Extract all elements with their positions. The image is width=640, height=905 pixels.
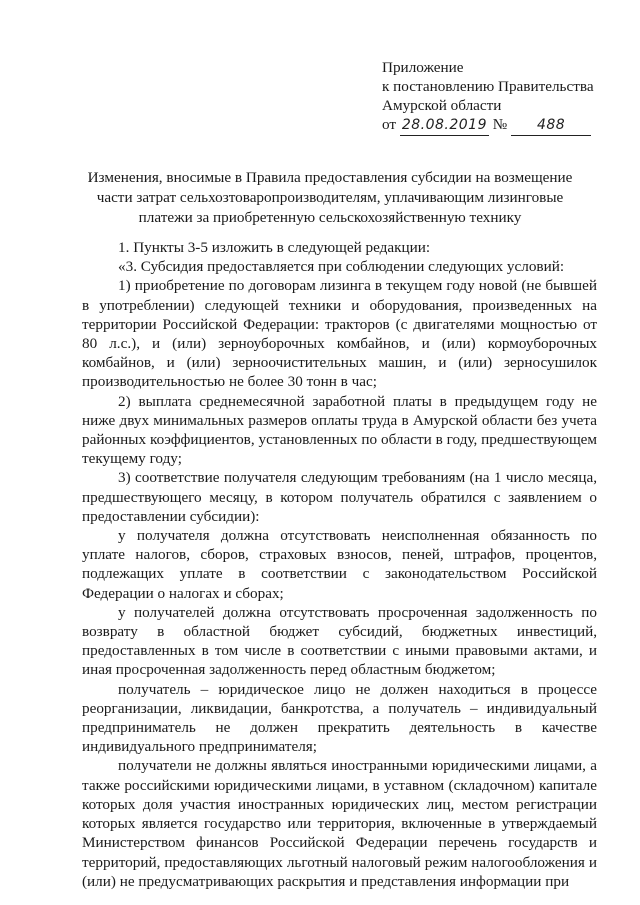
document-title bbox=[60, 168, 600, 228]
paragraph-4: 2) выплата среднемесячной заработной платы в предыдущем году не ниже двух минимальных размеров оплаты труда в Амурской области без учета районных коэффициентов, установленных по области в году, предшествующем текущему году; bbox=[82, 392, 597, 468]
from-label: от bbox=[382, 116, 397, 133]
paragraph-7: у получателей должна отсутствовать просроченная задолженность по возврату в областной бюджет субсидий, бюджетных инвестиций, предоставленных в том числе в соответствии с иными правовыми актами, и иная просроченная задолженность перед областным бюджетом; bbox=[82, 603, 597, 679]
handwritten-number bbox=[511, 115, 591, 136]
number-label: № bbox=[492, 116, 508, 133]
paragraph-6: у получателя должна отсутствовать неисполненная обязанность по уплате налогов, сборов, страховых взносов, пеней, штрафов, процентов, подлежащих уплате в соответствии с законодательством Российской Федерации о налогах и сборах; bbox=[82, 527, 597, 602]
paragraph-1: 1. Пункты 3-5 изложить в следующей редакции: bbox=[118, 239, 431, 256]
paragraph-8: получатель – юридическое лицо не должен находиться в процессе реорганизации, ликвидации, банкротства, а получатель – индивидуальный предприниматель не должен прекратить деятельность в качестве индивидуального предпринимателя; bbox=[82, 680, 597, 756]
handwritten-date bbox=[400, 115, 489, 136]
title-line-2: части затрат сельхозтоваропроизводителям, уплачивающим лизинговые bbox=[96, 189, 564, 206]
number-value: 488 bbox=[536, 117, 566, 133]
paragraph-3: 1) приобретение по договорам лизинга в текущем году новой (не бывшей в употреблении) следующей техники и оборудования, произведенных на территории Российской Федерации: тракторов (с двигателями мощностью от 80 л.с.), и (или) зерноуборочных комбайнов, и (или) кормоуборочных комбайнов, и (или) зерноочистительных машин, и (или) зерносушилок производительностью не более 30 тонн в час; bbox=[82, 277, 597, 391]
appendix-date-row bbox=[382, 115, 632, 136]
date-value: 28.08.2019 bbox=[401, 117, 487, 133]
paragraph-2: «3. Субсидия предоставляется при соблюдении следующих условий: bbox=[118, 258, 565, 276]
appendix-line-2: к постановлению Правительства bbox=[382, 78, 594, 95]
title-line-3: платежи за приобретенную сельскохозяйственную технику bbox=[138, 209, 522, 226]
paragraph-9: получатели не должны являться иностранными юридическими лицами, а также российскими юридическими лицами, в уставном (складочном) капитале которых доля участия иностранных юридических лиц, местом регистрации которых является государство или территория, включенные в утверждаемый Министерством финансов Российской Федерации перечень государств и территорий, предоставляющих льготный налоговый режим налогообложения и (или) не предусматривающих раскрытия и представления информации при bbox=[82, 757, 597, 890]
appendix-line-3: Амурской области bbox=[382, 97, 502, 114]
title-line-1: Изменения, вносимые в Правила предоставления субсидии на возмещение bbox=[87, 169, 573, 186]
appendix-header bbox=[382, 58, 632, 136]
paragraph-5: 3) соответствие получателя следующим требованиям (на 1 число месяца, предшествующего месяцу, в котором получатель обратился с заявлением о предоставлении субсидии): bbox=[82, 469, 597, 525]
document-body bbox=[82, 238, 597, 891]
appendix-line-1: Приложение bbox=[382, 59, 464, 76]
